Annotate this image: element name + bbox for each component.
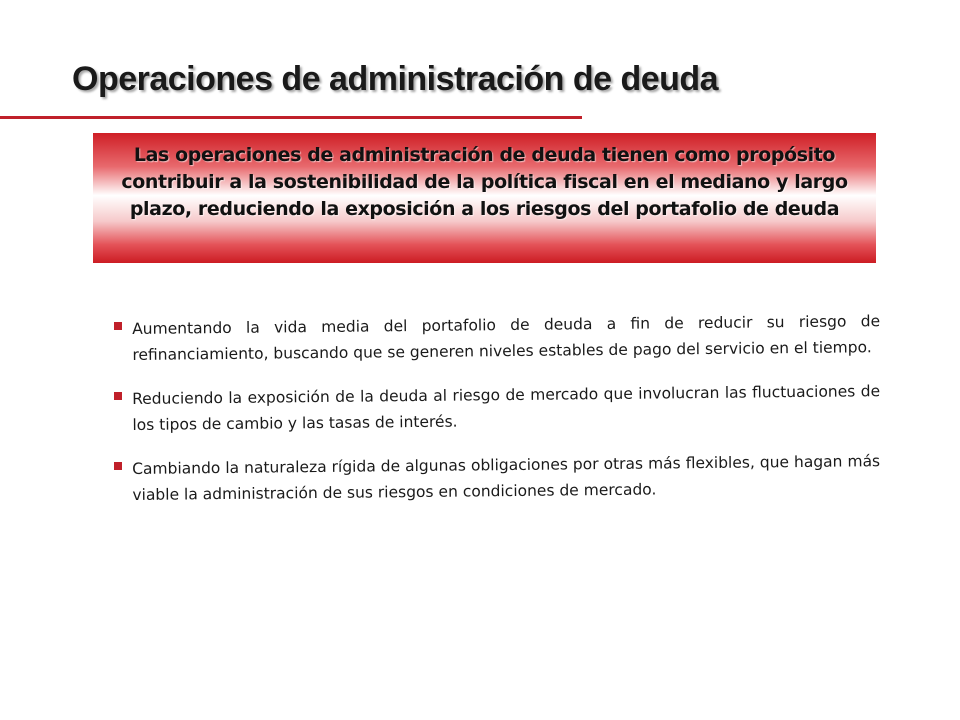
square-bullet-icon — [114, 392, 122, 400]
bullet-text: Cambiando la naturaleza rígida de algunas obligaciones por otras más flexibles, que hagan más viable la administración de sus riesgos en condiciones de mercado. — [132, 452, 881, 504]
list-item — [110, 382, 881, 438]
list-item — [110, 312, 881, 368]
list-item — [110, 452, 881, 508]
title-underline — [0, 116, 582, 119]
bullet-list — [110, 312, 881, 526]
slide-title: Operaciones de administración de deuda — [72, 60, 719, 98]
callout-text: Las operaciones de administración de deuda tienen como propósito contribuir a la sostenibilidad de la política fiscal en el mediano y largo plazo, reduciendo la exposición a los riesgos del portafolio de deuda — [121, 144, 848, 220]
bullet-text: Reduciendo la exposición de la deuda al riesgo de mercado que involucran las fluctuaciones de los tipos de cambio y las tasas de interés. — [132, 382, 881, 434]
square-bullet-icon — [114, 322, 122, 330]
bullet-text: Aumentando la vida media del portafolio de deuda a fin de reducir su riesgo de refinanciamiento, buscando que se generen niveles estables de pago del servicio en el tiempo. — [132, 312, 881, 364]
callout-box — [93, 133, 876, 263]
square-bullet-icon — [114, 462, 122, 470]
